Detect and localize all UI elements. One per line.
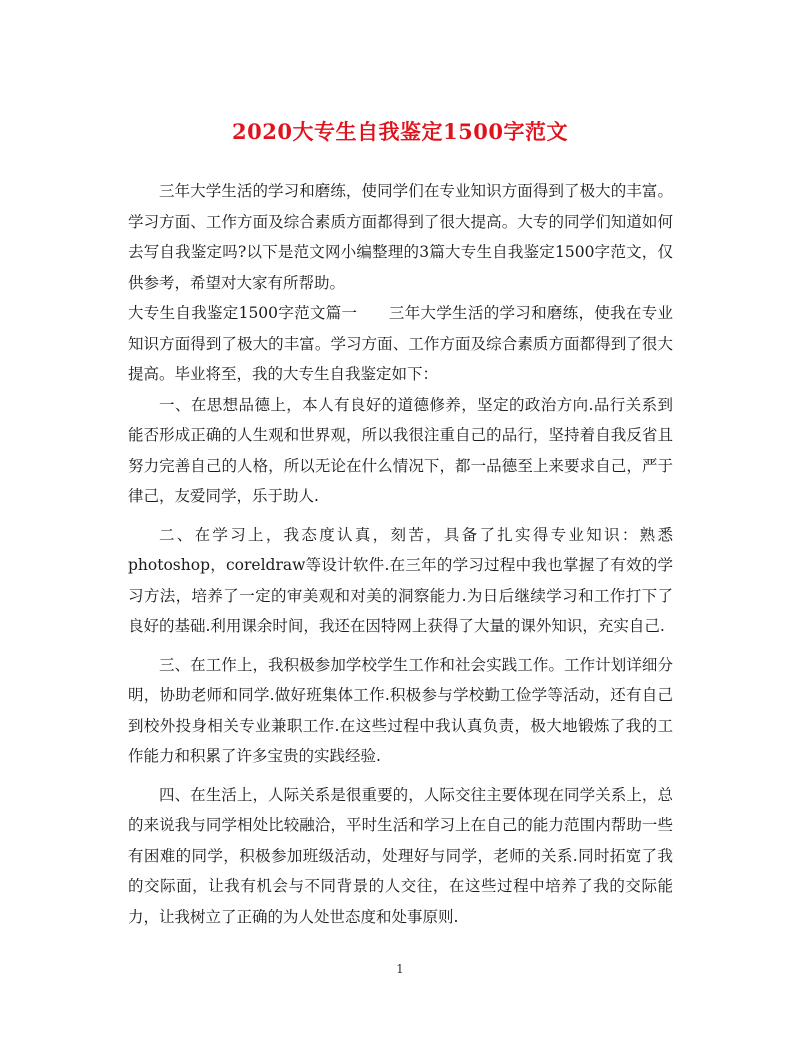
paragraph-study: 二、在学习上，我态度认真，刻苦，具备了扎实得专业知识：熟悉photoshop，coreldraw等设计软件.在三年的学习过程中我也掌握了有效的学习方法，培养了一定的审美观和对美的洞察能力.为日后继续学习和工作打下了良好的基础.利用课余时间，我还在因特网上获得了大量的课外知识，充实自己. xyxy=(128,525,673,635)
paragraph-work: 三、在工作上，我积极参加学校学生工作和社会实践工作。工作计划详细分明，协助老师和同学.做好班集体工作.积极参与学校勤工俭学等活动，还有自己到校外投身相关专业兼职工作.在这些过程中我认真负责，极大地锻炼了我的工作能力和积累了许多宝贵的实践经验. xyxy=(128,655,673,765)
page-number: 1 xyxy=(396,962,404,976)
paragraph-life: 四、在生活上，人际关系是很重要的，人际交往主要体现在同学关系上，总的来说我与同学相处比较融洽，平时生活和学习上在自己的能力范围内帮助一些有困难的同学，积极参加班级活动，处理好与同学，老师的关系.同时拓宽了我的交际面，让我有机会与不同背景的人交往，在这些过程中培养了我的交际能力，让我树立了正确的为人处世态度和处事原则. xyxy=(128,785,673,926)
section-heading-paragraph: 大专生自我鉴定1500字范文篇一 三年大学生活的学习和磨练，使我在专业知识方面得到了极大的丰富。学习方面、工作方面及综合素质方面都得到了很大提高。毕业将至，我的大专生自我鉴定如下： xyxy=(128,304,673,383)
paragraph-ideology: 一、在思想品德上，本人有良好的道德修养，坚定的政治方向.品行关系到能否形成正确的人生观和世界观，所以我很注重自己的品行，坚持着自我反省且努力完善自己的人格，所以无论在什么情况下，都一品德至上来要求自己，严于律己，友爱同学，乐于助人. xyxy=(128,395,673,505)
intro-paragraph: 三年大学生活的学习和磨练，使同学们在专业知识方面得到了极大的丰富。学习方面、工作方面及综合素质方面都得到了很大提高。大专的同学们知道如何去写自我鉴定吗?以下是范文网小编整理的3篇大专生自我鉴定1500字范文，仅供参考，希望对大家有所帮助。 xyxy=(128,182,673,292)
document-body xyxy=(128,176,673,932)
document-title: 2020大专生自我鉴定1500字范文 xyxy=(232,119,568,144)
